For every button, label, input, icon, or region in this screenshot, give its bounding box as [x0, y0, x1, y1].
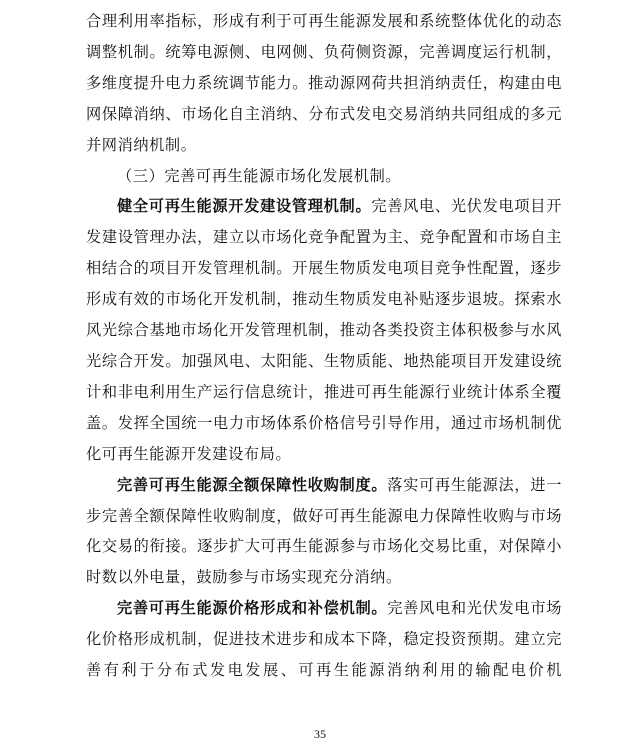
paragraph-text: 落实可再生能源法，进一步完善全额保障性收购制度，做好可再生能源电力保障性收购与市场化交易的衔接。逐步扩大可再生能源参与市场化交易比重，对保障小时数以外电量，鼓励参与市场实现充分消纳。 — [86, 475, 563, 587]
paragraph-lead: 健全可再生能源开发建设管理机制。 — [117, 197, 372, 216]
page-body — [86, 6, 562, 686]
section-heading-text: （三）完善可再生能源市场化发展机制。 — [117, 166, 402, 185]
page-number: 35 — [314, 727, 326, 741]
paragraph-price-mechanism — [86, 593, 562, 686]
paragraph-text: 合理利用率指标，形成有利于可再生能源发展和系统整体优化的动态调整机制。统筹电源侧、电网侧、负荷侧资源，完善调度运行机制，多维度提升电力系统调节能力。推动源网荷共担消纳责任，构建由电网保障消纳、市场化自主消纳、分布式发电交易消纳共同组成的多元并网消纳机制。 — [86, 12, 562, 154]
paragraph-text: 完善风电、光伏发电项目开发建设管理办法，建立以市场化竞争配置为主、竞争配置和市场自主相结合的项目开发管理机制。开展生物质发电项目竞争性配置，逐步形成有效的市场化开发机制，推动生物质发电补贴逐步退坡。探索水风光综合基地市场化开发管理机制，推动各类投资主体积极参与水风光综合开发。加强风电、太阳能、生物质能、地热能项目开发建设统计和非电利用生产运行信息统计，推进可再生能源行业统计体系全覆盖。发挥全国统一电力市场体系价格信号引导作用，通过市场机制优化可再生能源开发建设布局。 — [86, 197, 562, 463]
paragraph-grid-consumption — [86, 6, 562, 161]
paragraph-text: 完善风电和光伏发电市场化价格形成机制，促进技术进步和成本下降，稳定投资预期。建立完善有利于分布式发电发展、可再生能源消纳利用的输配电价机 — [86, 599, 563, 680]
paragraph-lead: 完善可再生能源价格形成和补偿机制。 — [117, 599, 388, 618]
paragraph-development-management — [86, 191, 562, 469]
section-heading — [86, 161, 562, 192]
paragraph-guaranteed-purchase — [86, 470, 562, 594]
paragraph-lead: 完善可再生能源全额保障性收购制度。 — [117, 475, 388, 494]
